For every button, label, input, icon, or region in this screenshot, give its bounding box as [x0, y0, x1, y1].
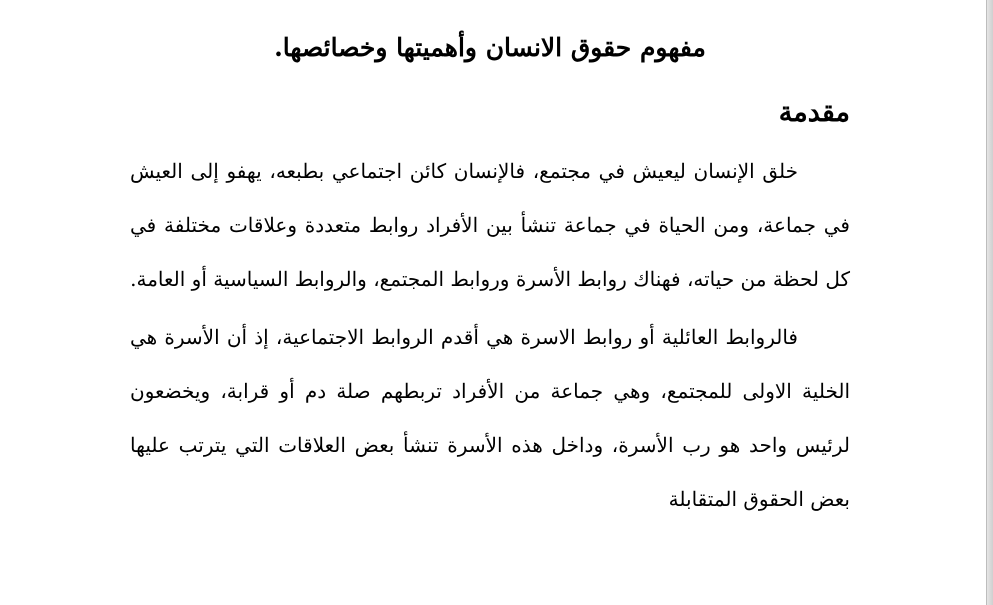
- body-paragraph-1: خلق الإنسان ليعيش في مجتمع، فالإنسان كائن اجتماعي بطبعه، يهفو إلى العيش في جماعة، ومن الحياة في جماعة تنشأ بين الأفراد روابط متعددة وعلاقات مختلفة في كل لحظة من حياته، فهناك روابط الأسرة وروابط المجتمع، والروابط السياسية أو العامة.: [130, 158, 850, 291]
- document-content: [130, 20, 850, 526]
- section-heading-introduction: مقدمة: [778, 96, 850, 128]
- document-title: مفهوم حقوق الانسان وأهميتها وخصائصها.: [274, 33, 706, 62]
- body-paragraph-2: فالروابط العائلية أو روابط الاسرة هي أقدم الروابط الاجتماعية، إذ أن الأسرة هي الخلية الاولى للمجتمع، وهي جماعة من الأفراد تربطهم صلة دم أو قرابة، ويخضعون لرئيس واحد هو رب الأسرة، وداخل هذه الأسرة تنشأ بعض العلاقات التي يترتب عليها بعض الحقوق المتقابلة: [130, 324, 850, 511]
- window-right-edge: [986, 0, 993, 605]
